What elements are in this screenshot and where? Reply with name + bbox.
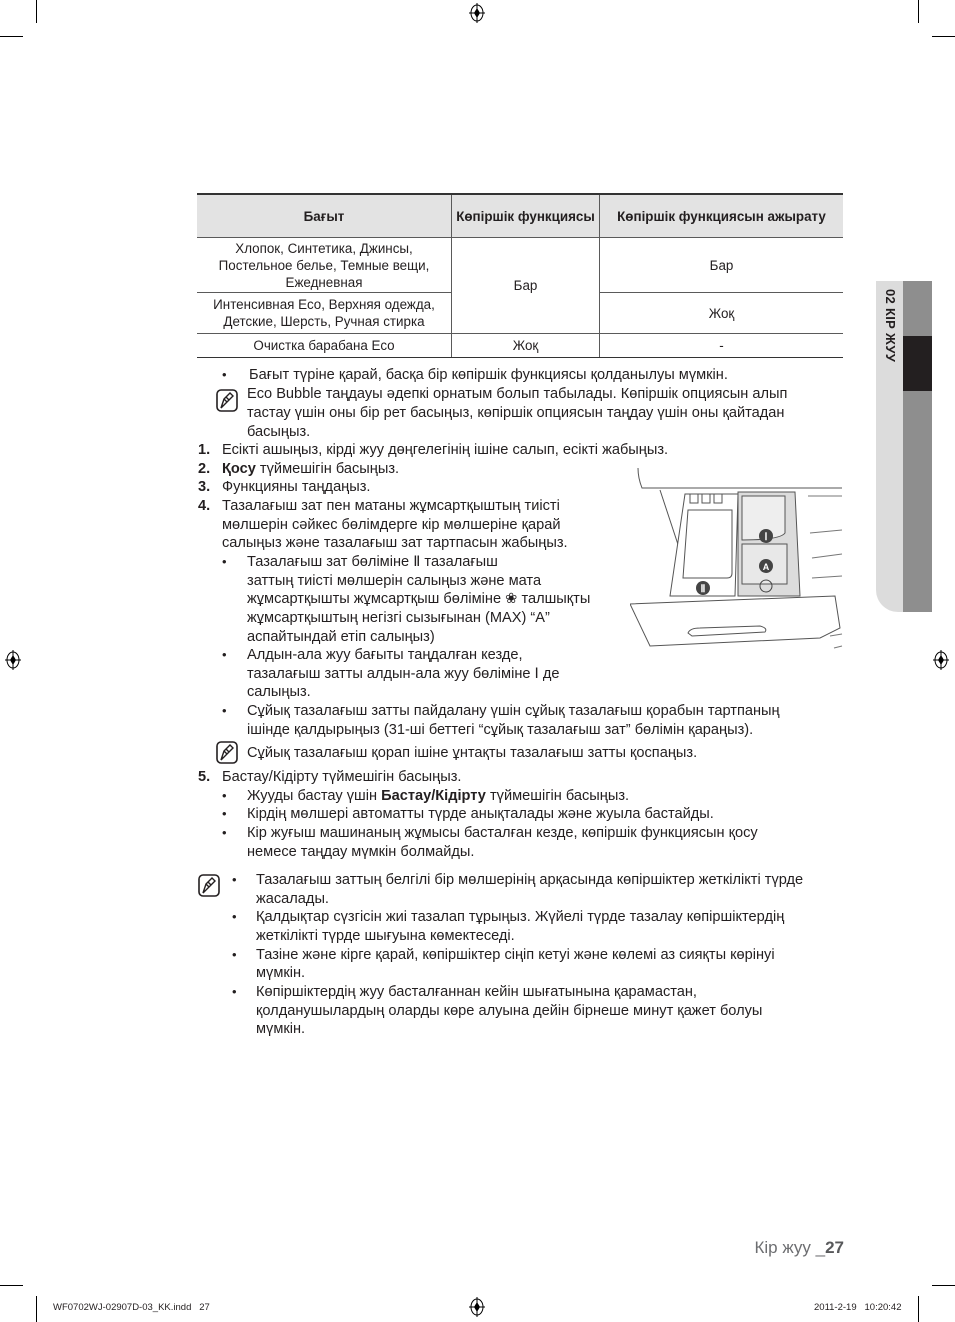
bullet-text: Сұйық тазалағыш затты пайдалану үшін сұйық тазалағыш қорабын тартпаның <box>247 703 780 719</box>
step-text: Тазалағыш зат пен матаны жұмсартқыштың тиісті <box>222 498 560 514</box>
note-text: Сұйық тазалағыш қорап ішіне ұнтақты тазалағыш затты қоспаңыз. <box>247 745 698 761</box>
cell-program: Очистка барабана Eco <box>197 334 452 358</box>
step-text: салыңыз және тазалағыш зат тартпасын жабыңыз. <box>222 535 568 551</box>
power-button-label: Қосу <box>222 461 256 477</box>
bullet-text: салыңыз. <box>247 684 311 700</box>
bullet-icon: • <box>232 947 237 962</box>
registration-mark-icon <box>467 3 487 23</box>
bullet-text-pre: Жууды бастау үшін <box>247 788 382 804</box>
cell-bubble: Жоқ <box>452 334 600 358</box>
cell-bubble-off: - <box>600 334 844 358</box>
crop-mark <box>932 1285 955 1286</box>
step-number: 2. <box>198 461 211 477</box>
bullet-text <box>247 787 629 806</box>
table-row <box>197 238 843 293</box>
note-icon <box>198 874 220 898</box>
note-bullet-text: мүмкін. <box>256 1021 306 1037</box>
bullet-icon: • <box>222 825 227 840</box>
step-number: 4. <box>198 498 211 514</box>
compartment-label-max: A <box>762 562 770 572</box>
bullet-icon: • <box>222 647 227 662</box>
step-text: Бастау/Кідірту түймешігін басыңыз. <box>222 769 462 785</box>
step-number: 1. <box>198 442 211 458</box>
crop-mark <box>36 0 37 23</box>
section-tab-label: 02 КІР ЖУУ <box>883 289 898 363</box>
bullet-text: немесе таңдау мүмкін болмайды. <box>247 844 475 860</box>
crop-mark <box>36 1296 37 1322</box>
note-bullet-text: Қалдықтар сүзгісін жиі тазалап тұрыңыз. Жүйелі түрде тазалау көпіршіктердің <box>256 909 785 925</box>
header-program: Бағыт <box>197 194 452 238</box>
step-number: 3. <box>198 479 211 495</box>
section-tab-bar <box>903 281 932 612</box>
bullet-text: жұмсартқышты жұмсартқыш бөліміне ❀ талшықты <box>247 591 591 607</box>
cell-bubble-off: Бар <box>600 238 844 293</box>
step-number: 5. <box>198 769 211 785</box>
bullet-icon: • <box>232 909 237 924</box>
note-bullet-text: Тазіне және кірге қарай, көпіршіктер сіңіп кетуі және көлемі аз сияқты көрінуі <box>256 947 775 963</box>
intro-bullet-text: Бағыт түріне қарай, басқа бір көпіршік функциясы қолданылуы мүмкін. <box>249 367 728 383</box>
bullet-icon: • <box>232 984 237 999</box>
cell-program: Хлопок, Синтетика, Джинсы, Постельное белье, Темные вещи, Ежедневная <box>197 238 452 293</box>
note-bullet-text: қолданушылардың оларды көре алуына дейін бірнеше минут қажет болуы <box>256 1003 763 1019</box>
bullet-text: Тазалағыш зат бөліміне Ⅱ тазалағыш <box>247 554 498 570</box>
bullet-text: жұмсартқыштың негізгі сызығынан (MAX) “A” <box>247 610 550 626</box>
cell-bubble: Бар <box>452 238 600 334</box>
bullet-text: аспайтындай етіп салыңыз) <box>247 629 435 645</box>
note-text: Eco Bubble таңдауы әдепкі орнатым болып табылады. Көпіршік опциясын алып <box>247 386 788 402</box>
page-number: 27 <box>825 1238 844 1257</box>
registration-mark-icon <box>467 1297 487 1317</box>
note-icon <box>216 389 238 413</box>
step-text-rest: түймешігін басыңыз. <box>255 461 400 477</box>
header-bubble-off: Көпіршік функциясын ажырату <box>600 194 844 238</box>
crop-mark <box>918 1296 919 1322</box>
start-pause-label: Бастау/Кідірту <box>381 788 486 804</box>
step-text <box>222 460 399 479</box>
bullet-text: ішінде қалдырыңыз (31-ші беттегі “сұйық тазалағыш зат” бөлімін қараңыз). <box>247 722 754 738</box>
bullet-icon: • <box>222 554 227 569</box>
compartment-label-main-wash: Ⅱ <box>700 584 706 595</box>
table-row <box>197 334 843 358</box>
note-bullet-text: мүмкін. <box>256 965 306 981</box>
step-text: Есікті ашыңыз, кірді жуу дөңгелегінің ішіне салып, есікті жабыңыз. <box>222 442 669 458</box>
compartment-label-prewash: Ⅰ <box>764 532 768 543</box>
bullet-icon: • <box>222 367 227 382</box>
crop-mark <box>932 36 955 37</box>
cell-bubble-off: Жоқ <box>600 293 844 334</box>
note-bullet-text: жасалады. <box>256 891 329 907</box>
bullet-text: заттың тиісті мөлшерін салыңыз және мата <box>247 573 542 589</box>
detergent-drawer-diagram <box>630 468 845 663</box>
bullet-icon: • <box>232 872 237 887</box>
note-text: тастау үшін оны бір рет басыңыз, көпіршік опциясын таңдау үшін оны қайтадан <box>247 405 785 421</box>
crop-mark <box>918 0 919 23</box>
note-bullet-text: Көпіршіктердің жуу басталғаннан кейін шығатынына қарамастан, <box>256 984 697 1000</box>
note-bullet-text: жеткілікті түрде шығуына көмектеседі. <box>256 928 515 944</box>
page-footer <box>754 1238 844 1258</box>
step-text: Функцияны таңдаңыз. <box>222 479 371 495</box>
bullet-icon: • <box>222 788 227 803</box>
bullet-text: Кірдің мөлшері автоматты түрде анықталады және жуыла бастайды. <box>247 806 714 822</box>
bullet-icon: • <box>222 806 227 821</box>
footer-section: Кір жуу _ <box>754 1238 826 1257</box>
bullet-icon: • <box>222 703 227 718</box>
cell-program: Интенсивная Eco, Верхняя одежда, Детские, Шерсть, Ручная стирка <box>197 293 452 334</box>
note-text: басыңыз. <box>247 424 311 440</box>
bullet-text: Алдын-ала жуу бағыты таңдалған кезде, <box>247 647 523 663</box>
bullet-text: Кір жуғыш машинаның жұмысы басталған кезде, көпіршік функциясын қосу <box>247 825 758 841</box>
step-text: мөлшерін сәйкес бөлімдерге кір мөлшеріне қарай <box>222 517 561 533</box>
crop-mark <box>0 1285 23 1286</box>
header-bubble: Көпіршік функциясы <box>452 194 600 238</box>
file-slug: WF0702WJ-02907D-03_KK.indd 27 <box>53 1302 210 1313</box>
registration-mark-icon <box>931 650 951 670</box>
note-bullet-text: Тазалағыш заттың белгілі бір мөлшерінің арқасында көпіршіктер жеткілікті түрде <box>256 872 804 888</box>
note-icon <box>216 741 238 765</box>
bullet-text: тазалағыш затты алдын-ала жуу бөліміне Ⅰ де <box>247 666 560 682</box>
section-tab-marker <box>903 336 932 391</box>
crop-mark <box>0 36 23 37</box>
registration-mark-icon <box>3 650 23 670</box>
table-header-row <box>197 194 843 238</box>
bubble-function-table <box>197 193 843 358</box>
bullet-text-post: түймешігін басыңыз. <box>485 788 630 804</box>
datetime-slug: 2011-2-19 10:20:42 <box>814 1302 902 1313</box>
